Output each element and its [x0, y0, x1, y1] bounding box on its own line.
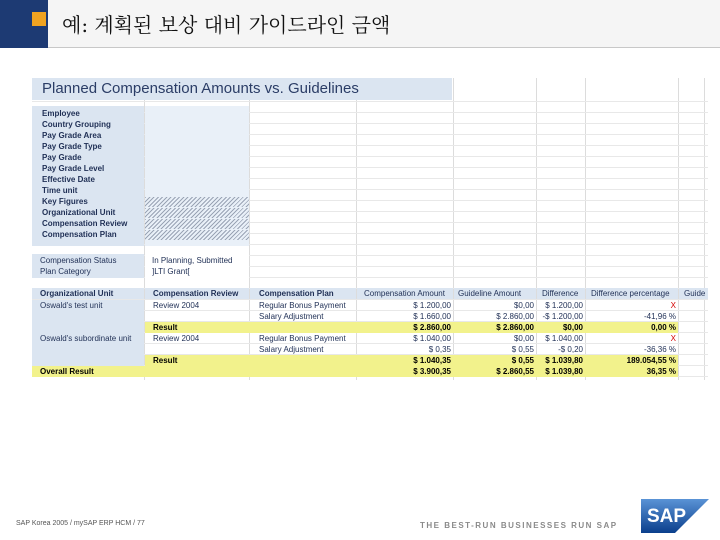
org-column-band	[32, 344, 144, 355]
status-label-compensation: Compensation Status	[40, 256, 117, 265]
sap-logo	[641, 499, 709, 533]
difference-cell[interactable]: $ 1.040,00	[545, 334, 583, 343]
filter-label[interactable]: Pay Grade Level	[42, 164, 105, 173]
difference-pct-cell[interactable]: 189.054,55 %	[626, 356, 676, 365]
review-cell[interactable]: Result	[153, 356, 178, 365]
col-header-comp-amount[interactable]: Compensation Amount	[364, 289, 445, 298]
filter-label[interactable]: Compensation Plan	[42, 230, 117, 239]
col-header-comp-review[interactable]: Compensation Review	[153, 289, 239, 298]
difference-cell[interactable]: -$ 1.200,00	[542, 312, 583, 321]
guideline-amount-cell[interactable]: $ 2.860,00	[496, 312, 534, 321]
filter-label[interactable]: Employee	[42, 109, 80, 118]
difference-pct-cell[interactable]: 36,35 %	[646, 367, 676, 376]
report-title: Planned Compensation Amounts vs. Guidelines	[42, 80, 359, 97]
difference-pct-cell[interactable]: X	[670, 301, 676, 310]
difference-cell[interactable]: $ 1.039,80	[545, 356, 583, 365]
col-header-guideline-amount[interactable]: Guideline Amount	[458, 289, 522, 298]
filter-label[interactable]: Compensation Review	[42, 219, 128, 228]
filter-value-field[interactable]	[145, 197, 249, 207]
sap-logo-text: SAP	[647, 506, 687, 527]
difference-cell[interactable]: $ 1.200,00	[545, 301, 583, 310]
col-header-difference-pct[interactable]: Difference percentage	[591, 289, 670, 298]
guideline-amount-cell[interactable]: $ 2.860,55	[496, 367, 534, 376]
org-column-band	[32, 322, 144, 333]
org-column-band	[32, 355, 144, 366]
comp-amount-cell[interactable]: $ 1.040,35	[413, 356, 451, 365]
filter-label[interactable]: Organizational Unit	[42, 208, 116, 217]
filter-label[interactable]: Pay Grade	[42, 153, 82, 162]
difference-pct-cell[interactable]: 0,00 %	[651, 323, 676, 332]
header-orange-square	[32, 12, 46, 26]
difference-pct-cell[interactable]: -41,96 %	[643, 312, 676, 321]
org-unit-cell[interactable]: Overall Result	[40, 367, 94, 376]
review-cell[interactable]: Review 2004	[153, 301, 200, 310]
slide-title: 예: 계획된 보상 대비 가이드라인 금액	[62, 13, 391, 37]
plan-cell[interactable]: Salary Adjustment	[259, 345, 324, 354]
guideline-amount-cell[interactable]: $0,00	[513, 334, 534, 343]
filter-label[interactable]: Pay Grade Area	[42, 131, 102, 140]
difference-cell[interactable]: $0,00	[562, 323, 583, 332]
org-unit-cell[interactable]: Oswald's test unit	[40, 301, 103, 310]
status-value-plan-category[interactable]: ]LTI Grant[	[152, 267, 190, 276]
plan-cell[interactable]: Regular Bonus Payment	[259, 334, 346, 343]
filter-value-field[interactable]	[145, 208, 249, 218]
comp-amount-cell[interactable]: $ 1.200,00	[413, 301, 451, 310]
comp-amount-cell[interactable]: $ 2.860,00	[413, 323, 451, 332]
comp-amount-cell[interactable]: $ 3.900,35	[413, 367, 451, 376]
report-sheet	[32, 78, 708, 380]
review-cell[interactable]: Review 2004	[153, 334, 200, 343]
filter-value-field[interactable]	[145, 219, 249, 229]
filter-label[interactable]: Time unit	[42, 186, 78, 195]
difference-cell[interactable]: -$ 0,20	[558, 345, 583, 354]
status-label-plan-category: Plan Category	[40, 267, 91, 276]
comp-amount-cell[interactable]: $ 1.660,00	[413, 312, 451, 321]
col-header-comp-plan[interactable]: Compensation Plan	[259, 289, 334, 298]
guideline-amount-cell[interactable]: $ 2.860,00	[496, 323, 534, 332]
col-header-difference[interactable]: Difference	[542, 289, 579, 298]
comp-amount-cell[interactable]: $ 0,35	[428, 345, 451, 354]
footer-tagline: THE BEST-RUN BUSINESSES RUN SAP	[420, 521, 618, 530]
footer-copyright: SAP Korea 2005 / mySAP ERP HCM / 77	[16, 520, 145, 527]
slide-header	[0, 0, 720, 48]
difference-cell[interactable]: $ 1.039,80	[545, 367, 583, 376]
col-header-guide-truncated[interactable]: Guide	[684, 289, 706, 298]
col-header-org-unit[interactable]: Organizational Unit	[40, 289, 114, 298]
difference-pct-cell[interactable]: -36,36 %	[643, 345, 676, 354]
grid-hline	[32, 101, 708, 102]
filter-label[interactable]: Key Figures	[42, 197, 88, 206]
plan-cell[interactable]: Regular Bonus Payment	[259, 301, 346, 310]
header-divider	[48, 47, 720, 48]
filter-label[interactable]: Country Grouping	[42, 120, 111, 129]
org-column-band	[32, 311, 144, 322]
comp-amount-cell[interactable]: $ 1.040,00	[413, 334, 451, 343]
plan-cell[interactable]: Salary Adjustment	[259, 312, 324, 321]
filter-label[interactable]: Effective Date	[42, 175, 95, 184]
difference-pct-cell[interactable]: X	[670, 334, 676, 343]
filter-label[interactable]: Pay Grade Type	[42, 142, 102, 151]
guideline-amount-cell[interactable]: $ 0,55	[511, 345, 534, 354]
filter-value-field[interactable]	[145, 230, 249, 240]
org-unit-cell[interactable]: Oswald's subordinate unit	[40, 334, 132, 343]
review-cell[interactable]: Result	[153, 323, 178, 332]
guideline-amount-cell[interactable]: $0,00	[513, 301, 534, 310]
guideline-amount-cell[interactable]: $ 0,55	[511, 356, 534, 365]
status-value-compensation[interactable]: In Planning, Submitted	[152, 256, 233, 265]
